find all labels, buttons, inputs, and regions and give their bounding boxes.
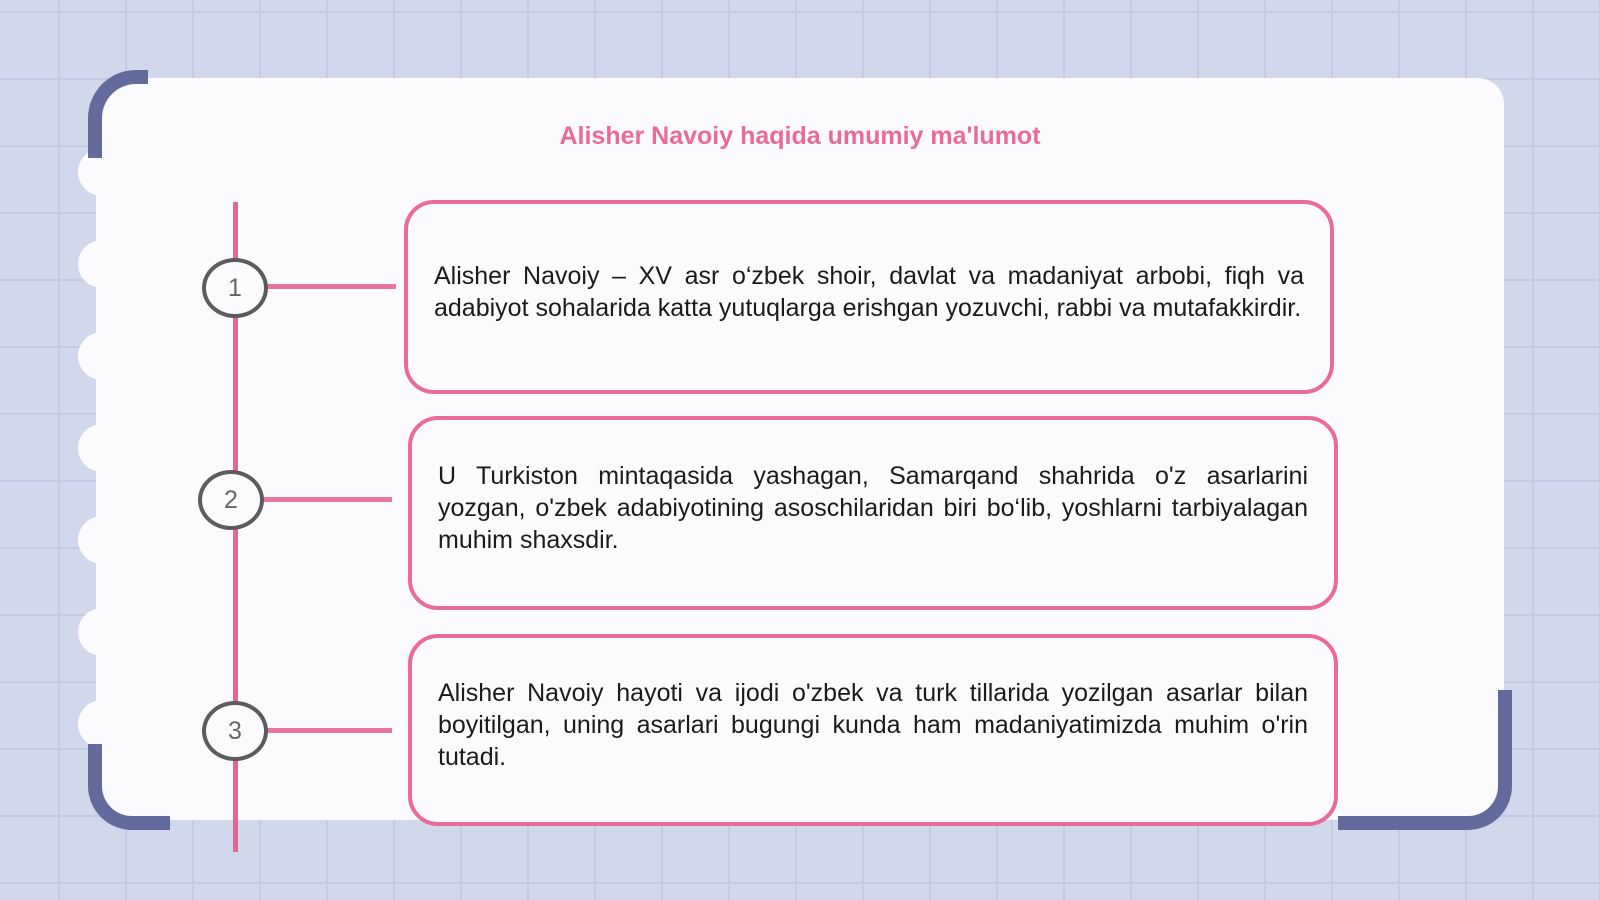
timeline-connector-3 xyxy=(266,728,392,733)
notebook-hole xyxy=(78,608,126,656)
notebook-hole xyxy=(78,332,126,380)
notebook-hole xyxy=(78,240,126,288)
timeline-node-2: 2 xyxy=(198,470,264,530)
timeline-node-1: 1 xyxy=(202,258,268,318)
timeline-connector-1 xyxy=(266,284,396,289)
info-box-2 xyxy=(408,416,1338,610)
frame-corner-bottom-right xyxy=(1338,690,1512,830)
info-box-text: Alisher Navoiy – XV asr o‘zbek shoir, davlat va madaniyat arbobi, fiqh va adabiyot sohalarida katta yutuqlarga erishgan yozuvchi, rabbi va mutafakkirdir. xyxy=(434,262,1304,322)
timeline-node-3: 3 xyxy=(202,701,268,761)
info-box-text: Alisher Navoiy hayoti va ijodi o'zbek va turk tillarida yozilgan asarlar bilan boyitilgan, uning asarlari bugungi kunda ham madaniyatimizda muhim o'rin tutadi. xyxy=(438,679,1308,771)
info-box-text: U Turkiston mintaqasida yashagan, Samarqand shahrida o'z asarlarini yozgan, o'zbek adabiyotining asoschilaridan biri bo‘lib, yoshlarni tarbiyalagan muhim shaxsdir. xyxy=(438,462,1308,554)
notebook-hole xyxy=(78,516,126,564)
slide-title: Alisher Navoiy haqida umumiy ma'lumot xyxy=(559,122,1041,150)
info-box-1 xyxy=(404,200,1334,394)
notebook-hole xyxy=(78,700,126,748)
timeline-connector-2 xyxy=(262,497,392,502)
notebook-hole xyxy=(78,424,126,472)
frame-corner-top-left xyxy=(88,70,148,158)
frame-corner-bottom-left xyxy=(88,744,170,830)
info-box-3 xyxy=(408,634,1338,826)
